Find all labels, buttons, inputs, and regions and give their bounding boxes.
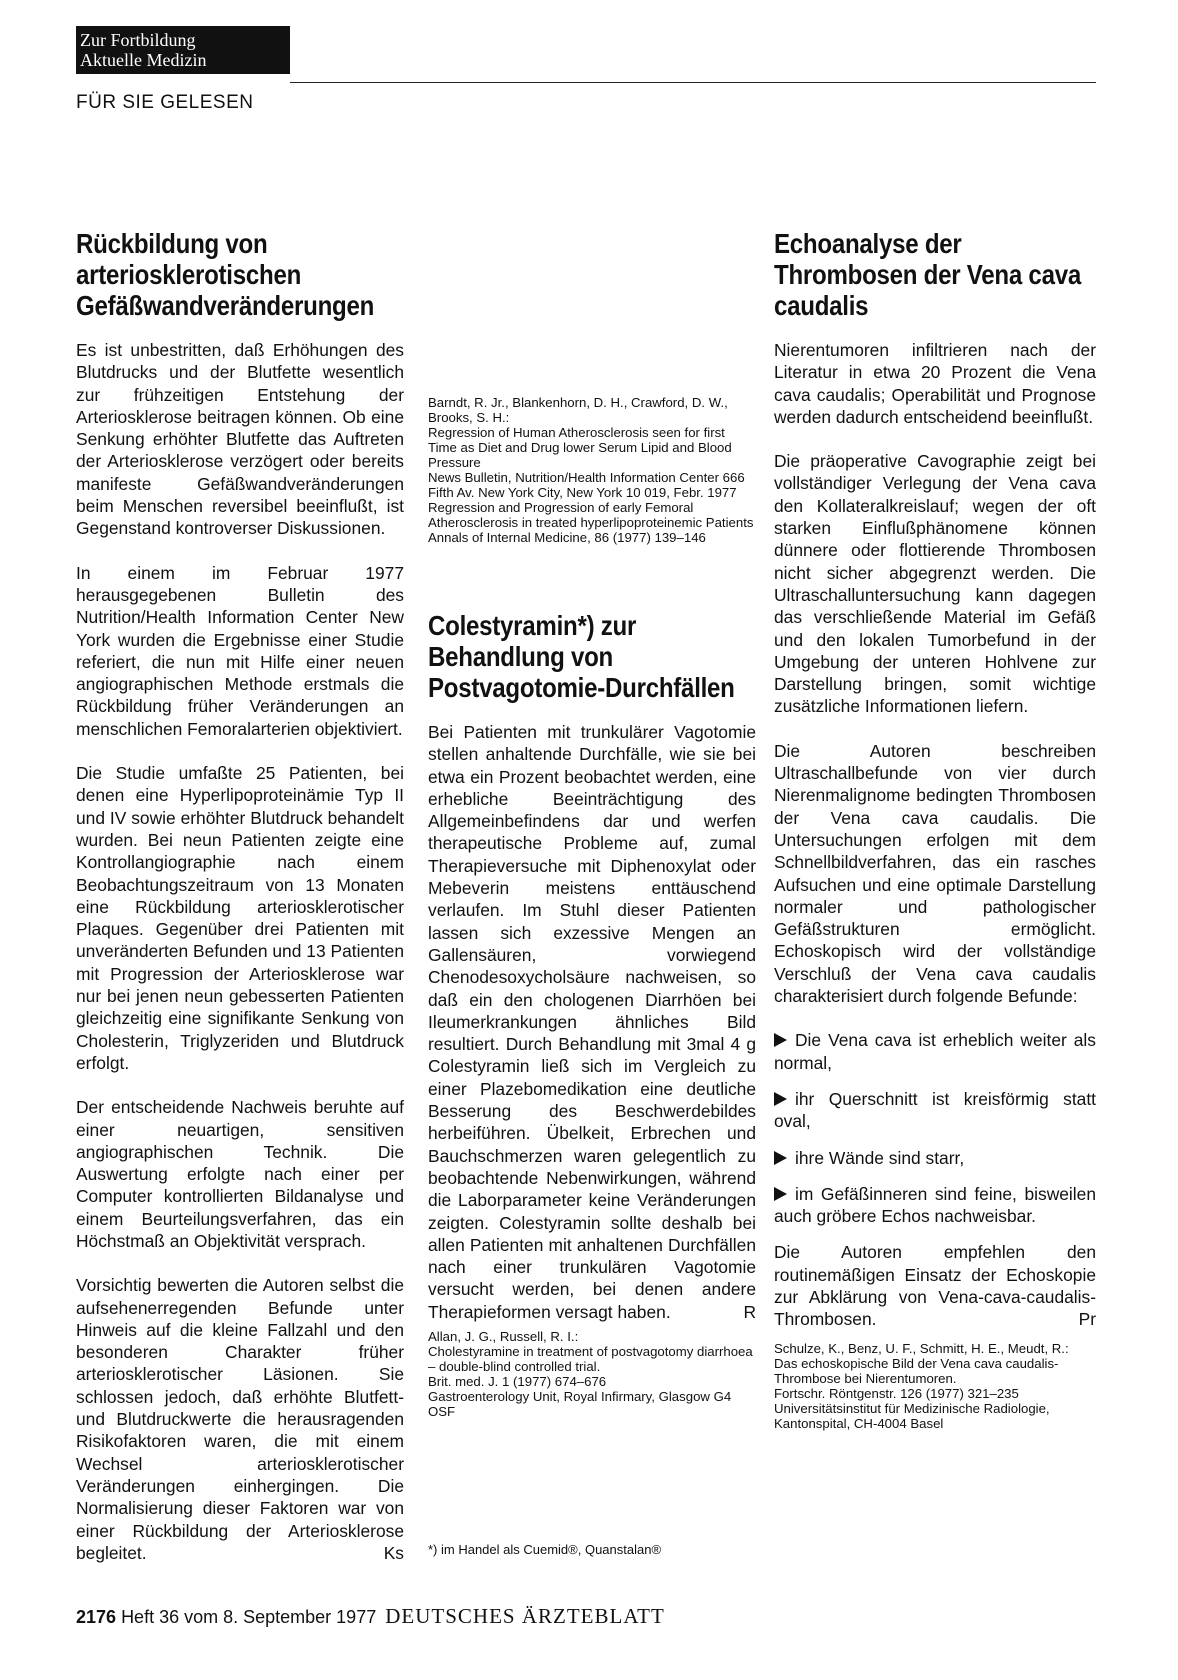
article1-reference-block bbox=[428, 395, 756, 545]
article2-paragraph-1 bbox=[428, 721, 756, 1323]
journal-name: DEUTSCHES ÄRZTEBLATT bbox=[385, 1604, 665, 1628]
article2-ref-affiliation: Gastroenterology Unit, Royal Infirmary, Glasgow G4 OSF bbox=[428, 1389, 732, 1420]
finding-bullet-4-text: im Gefäßinneren sind feine, bisweilen auch gröbere Echos nachweisbar. bbox=[774, 1183, 1096, 1227]
article2-ref-journal: Brit. med. J. 1 (1977) 674–676 bbox=[428, 1374, 607, 1390]
article3-ref-title: Das echoskopische Bild der Vena cava caudalis-Thrombose bei Nierentumoren. bbox=[774, 1355, 1059, 1386]
article1-paragraph-1: Es ist unbestritten, daß Erhöhungen des Blutdrucks und der Blutfette wesentlich zur frühzeitigen Entstehung der Arteriosklerose beitragen können. Ob eine Senkung erhöhter Blutfette das Auftreten der Arteriosklerose verzögert oder bereits manifeste Gefäßwandveränderungen beim Menschen reversibel beeinflußt, ist Gegenstand kontroverser Diskussionen. bbox=[76, 340, 404, 539]
rubric-heading: FÜR SIE GELESEN bbox=[76, 92, 254, 113]
article3-paragraph-4 bbox=[774, 1241, 1096, 1330]
article2-ref-authors: Allan, J. G., Russell, R. I.: bbox=[428, 1329, 579, 1345]
finding-bullet-3 bbox=[774, 1147, 1096, 1169]
article2-title: Colestyramin*) zur Behandlung von Postvagotomie-Durchfällen bbox=[428, 610, 735, 703]
section-label-line1: Zur Fortbildung bbox=[80, 30, 196, 50]
triangle-bullet-icon bbox=[774, 1092, 787, 1106]
article3-paragraph-4-text: Die Autoren empfehlen den routinemäßigen Einsatz der Echoskopie zur Abklärung von Vena-cava-caudalis-Thrombosen. bbox=[774, 1242, 1096, 1330]
triangle-bullet-icon bbox=[774, 1187, 787, 1201]
article3-paragraph-1: Nierentumoren infiltrieren nach der Literatur in etwa 20 Prozent die Vena cava caudalis; Operabilität und Prognose werden dadurch entscheidend beeinflußt. bbox=[774, 340, 1096, 427]
triangle-bullet-icon bbox=[774, 1151, 787, 1165]
issue-info: Heft 36 vom 8. September 1977 bbox=[121, 1607, 377, 1627]
article3-title: Echoanalyse der Thrombosen der Vena cava caudalis bbox=[774, 228, 1081, 321]
article3-ref-authors: Schulze, K., Benz, U. F., Schmitt, H. E., Meudt, R.: bbox=[774, 1340, 1069, 1356]
article1-paragraph-5 bbox=[76, 1274, 404, 1564]
article1-ref-authors: Barndt, R. Jr., Blankenhorn, D. H., Crawford, D. W., Brooks, S. H.: bbox=[428, 395, 728, 425]
article1-paragraph-5-text: Vorsichtig bewerten die Autoren selbst die aufsehenerregenden Befunde unter Hinweis auf die kleine Fallzahl und den besonderen Charakter früher arteriosklerotischer Läsionen. Sie schlossen jedoch, daß erhöhte Blutfett- und Blutdruckwerte die herausragenden Risikofaktoren waren, die mit einem Wechsel arteriosklerotischer Veränderungen einhergingen. Die Normalisierung dieser Faktoren war von einer Rückbildung der Arteriosklerose begleitet. bbox=[76, 1275, 404, 1563]
article3-paragraph-3: Die Autoren beschreiben Ultraschallbefunde von vier durch Nierenmalignome bedingten Thrombosen der Vena cava caudalis. Die Untersuchungen erfolgen mit dem Schnellbildverfahren, das ein rasches Aufsuchen und eine optimale Darstellung normaler und pathologischer Gefäßstrukturen ermöglicht. Echoskopisch wird der vollständige Verschluß der Vena cava caudalis charakterisiert durch folgende Befunde: bbox=[774, 740, 1096, 1007]
finding-bullet-3-text: ihre Wände sind starr, bbox=[795, 1147, 965, 1168]
article1-title: Rückbildung von arteriosklerotischen Gefäßwandveränderungen bbox=[76, 228, 375, 321]
article2 bbox=[428, 610, 756, 1419]
article3-reference bbox=[774, 1341, 1096, 1431]
article2-signature: R bbox=[743, 1301, 756, 1322]
page-footer bbox=[76, 1604, 665, 1629]
article1-ref-title: Regression of Human Atherosclerosis seen for first Time as Diet and Drug lower Serum Lipid and Blood Pressure bbox=[428, 425, 732, 470]
page-number: 2176 bbox=[76, 1607, 117, 1627]
finding-bullet-1 bbox=[774, 1029, 1096, 1074]
finding-bullet-2-text: ihr Querschnitt ist kreisförmig statt oval, bbox=[774, 1088, 1096, 1132]
header-rule bbox=[290, 82, 1096, 83]
article2-ref-title: Cholestyramine in treatment of postvagotomy diarrhoea – double-blind controlled trial. bbox=[428, 1344, 753, 1375]
finding-bullet-4 bbox=[774, 1183, 1096, 1228]
triangle-bullet-icon bbox=[774, 1033, 787, 1047]
article1-ref-title-2: Regression and Progression of early Femoral Atherosclerosis in treated hyperlipoproteinemic Patients bbox=[428, 500, 754, 530]
article2-paragraph-1-text: Bei Patienten mit trunkulärer Vagotomie stellen anhaltende Durchfälle, wie sie bei etwa ein Prozent beobachtet werden, eine erhebliche Beeinträchtigung des Allgemeinbefindens dar und werfen therapeutische Probleme auf, zumal Therapieversuche mit Diphenoxylat oder Mebeverin meistens enttäuschend verlaufen. Im Stuhl dieser Patienten lassen sich exzessive Mengen an Gallensäuren, vorwiegend Chenodesoxycholsäure nachweisen, so daß ein den chologenen Diarrhöen bei Ileumerkrankungen ähnliches Bild resultiert. Durch Behandlung mit 3mal 4 g Colestyramin ließ sich im Vergleich zu einer Plazebomedikation eine deutliche Besserung des Beschwerdebildes herbeiführen. Übelkeit, Erbrechen und Bauchschmerzen waren gelegentlich zu beobachtende Nebenwirkungen, während die Laborparameter keine Veränderungen zeigten. Colestyramin sollte deshalb bei allen Patienten mit anhaltenen Durchfällen nach einer trunkulären Vagotomie versucht werden, bei denen andere Therapieformen versagt haben. bbox=[428, 722, 756, 1322]
article2-footnote: *) im Handel als Cuemid®, Quanstalan® bbox=[428, 1542, 662, 1557]
article1-signature: Ks bbox=[383, 1542, 404, 1563]
section-label bbox=[76, 26, 290, 74]
article1-paragraph-3: Die Studie umfaßte 25 Patienten, bei denen eine Hyperlipoproteinämie Typ II und IV sowie erhöhter Blutdruck behandelt wurden. Bei neun Patienten zeigte eine Kontrollangiographie nach einem Beobachtungszeitraum von 13 Monaten eine Rückbildung arteriosklerotischer Plaques. Gegenüber drei Patienten mit unveränderten Befunden und 13 Patienten mit Progression der Arteriosklerose war nur bei jenen neun gebesserten Patienten gleichzeitig eine signifikante Senkung von Cholesterin, Triglyzeriden und Blutdruck erfolgt. bbox=[76, 763, 404, 1073]
article1-ref-source: News Bulletin, Nutrition/Health Information Center 666 Fifth Av. New York City, New York 10 019, Febr. 1977 bbox=[428, 470, 745, 500]
article2-reference bbox=[428, 1329, 756, 1419]
article3-signature: Pr bbox=[1078, 1309, 1096, 1330]
article3-paragraph-2: Die präoperative Cavographie zeigt bei vollständiger Verlegung der Vena cava den Kollateralkreislauf; wegen der oft starken Einflußphänomene können dünnere oder flottierende Thrombosen nicht sicher abgegrenzt werden. Die Ultraschalluntersuchung kann dagegen das verschließende Material im Gefäß und den lokalen Tumorbefund in der Umgebung der unteren Hohlvene zur Darstellung bringen, somit wichtige zusätzliche Informationen liefern. bbox=[774, 451, 1096, 717]
finding-bullet-2 bbox=[774, 1088, 1096, 1133]
article1-paragraph-4: Der entscheidende Nachweis beruhte auf einer neuartigen, sensitiven angiographischen Technik. Die Auswertung erfolgte nach einer per Computer kontrollierten Bildanalyse und einem Beurteilungsverfahren, das ein Höchstmaß an Objektivität versprach. bbox=[76, 1097, 404, 1251]
finding-bullet-1-text: Die Vena cava ist erheblich weiter als normal, bbox=[774, 1030, 1096, 1073]
column-1 bbox=[76, 228, 404, 1570]
article3-ref-journal: Fortschr. Röntgenstr. 126 (1977) 321–235 bbox=[774, 1385, 1019, 1401]
article1-paragraph-2: In einem im Februar 1977 herausgegebenen Bulletin des Nutrition/Health Information Center New York wurden die Ergebnisse einer Studie referiert, die nun mit Hilfe einer neuen angiographischen Methode erstmals die Rückbildung früher Veränderungen an menschlichen Femoralarterien objektiviert. bbox=[76, 562, 404, 739]
section-label-line2: Aktuelle Medizin bbox=[80, 50, 207, 70]
column-3 bbox=[774, 228, 1096, 1431]
article3-ref-affiliation: Universitätsinstitut für Medizinische Radiologie, Kantonspital, CH-4004 Basel bbox=[774, 1400, 1050, 1431]
article1-ref-journal: Annals of Internal Medicine, 86 (1977) 139–146 bbox=[428, 530, 706, 545]
article1-reference bbox=[428, 395, 756, 545]
